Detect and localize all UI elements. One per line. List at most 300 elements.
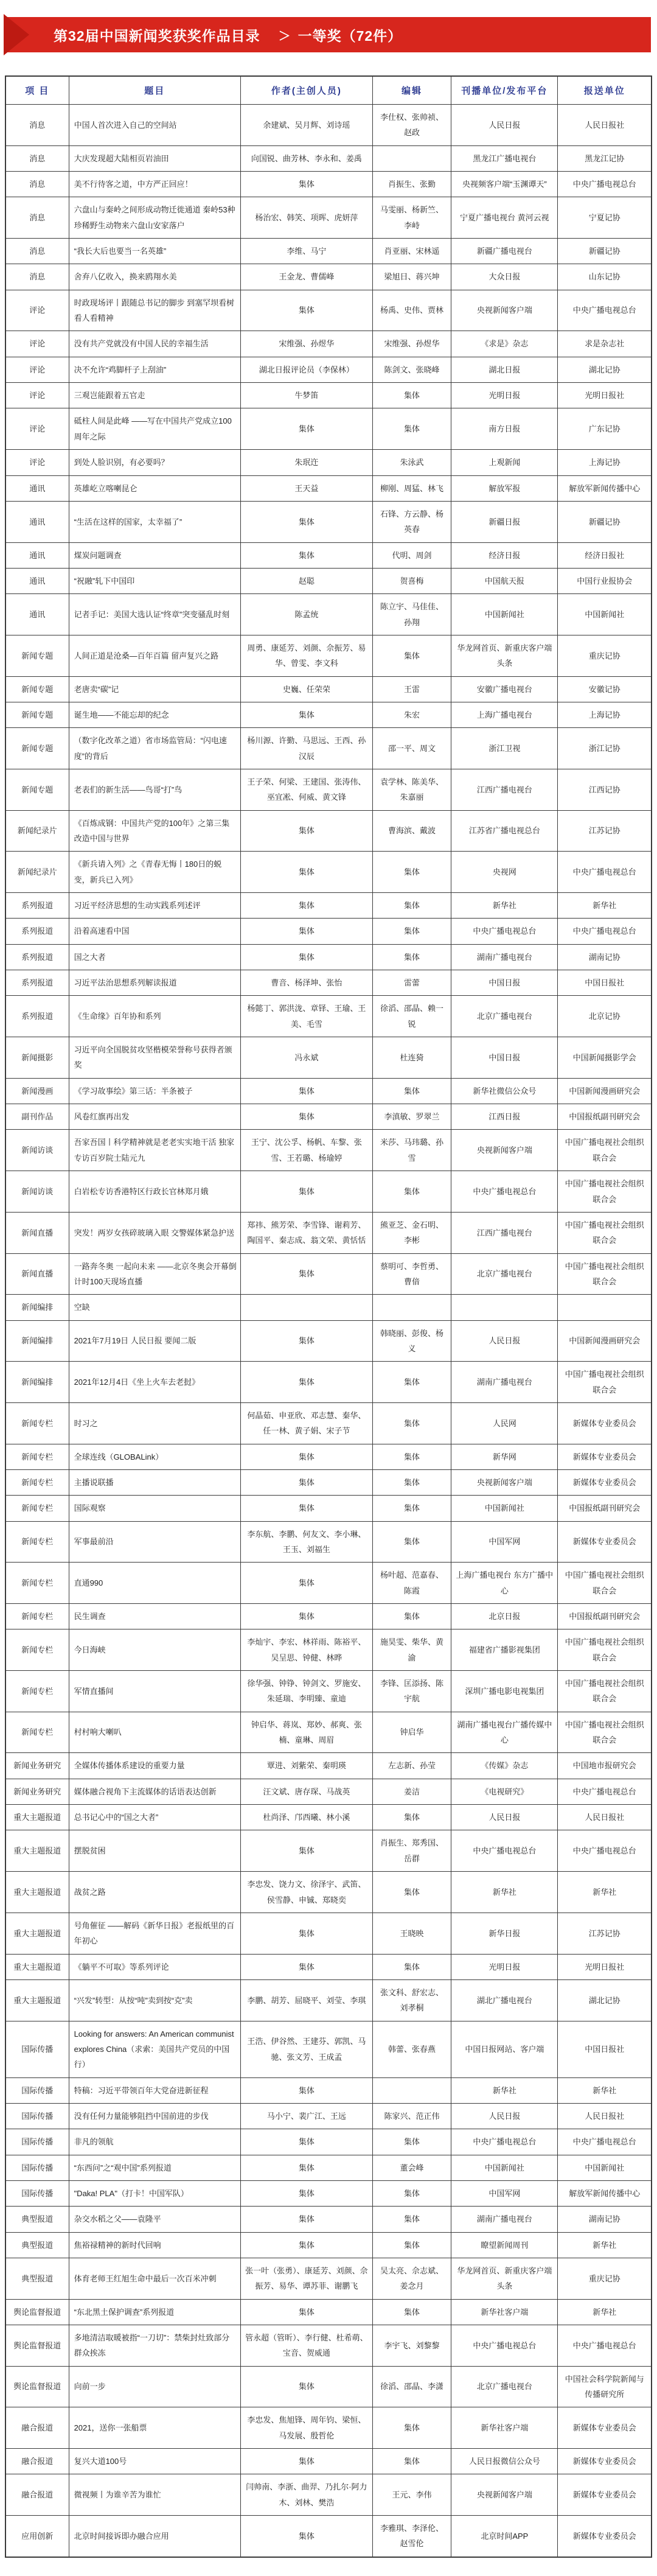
table-row bbox=[5, 728, 652, 769]
title-cell: 美不行待客之道，中方严正回应！ bbox=[69, 172, 240, 197]
submitter-cell: 上海记协 bbox=[558, 450, 652, 475]
editors-cell: 熊亚芝、金石明、李彬 bbox=[372, 1212, 451, 1253]
category-cell: 消息 bbox=[5, 197, 69, 239]
category-cell: 重大主题报道 bbox=[5, 1805, 69, 1830]
category-cell: 新闻漫画 bbox=[5, 1078, 69, 1104]
submitter-cell: 新媒体专业委员会 bbox=[558, 2474, 652, 2516]
authors-cell: 王天益 bbox=[241, 475, 373, 501]
authors-cell: 何晶茹、申亚欣、邓志慧、秦华、任一林、黄子娟、宋子节 bbox=[241, 1402, 373, 1444]
editors-cell: 集体 bbox=[372, 1872, 451, 1913]
platform-cell: 湖南广播电视台 bbox=[451, 2207, 558, 2232]
title-cell: 决不允许“鸡脚杆子上刮油” bbox=[69, 357, 240, 382]
platform-cell bbox=[451, 1295, 558, 1320]
editors-cell: 集体 bbox=[372, 1805, 451, 1830]
platform-cell: 华龙网首页、新重庆客户端头条 bbox=[451, 2258, 558, 2300]
table-row bbox=[5, 290, 652, 331]
title-cell: 国际观察 bbox=[69, 1496, 240, 1521]
authors-cell: 集体 bbox=[241, 2129, 373, 2155]
column-header: 项 目 bbox=[5, 76, 69, 105]
table-row bbox=[5, 2299, 652, 2325]
authors-cell: 闫帅南、李浙、曲羿、乃扎尔·阿力木、刘林、樊浩 bbox=[241, 2474, 373, 2516]
authors-cell: 集体 bbox=[241, 1604, 373, 1629]
title-cell: 2021年12月4日《坐上火车去老挝》 bbox=[69, 1362, 240, 1403]
table-row bbox=[5, 383, 652, 408]
submitter-cell: 宁夏记协 bbox=[558, 197, 652, 239]
authors-cell: 陈孟统 bbox=[241, 594, 373, 635]
title-cell: 特稿：习近平带领百年大党奋进新征程 bbox=[69, 2077, 240, 2103]
platform-cell: 央视频客户端“玉渊谭天” bbox=[451, 172, 558, 197]
editors-cell: 王雷 bbox=[372, 676, 451, 702]
submitter-cell: 中国日报社 bbox=[558, 2021, 652, 2077]
authors-cell: 余建斌、吴月辉、刘诗瑶 bbox=[241, 105, 373, 146]
table-row bbox=[5, 1362, 652, 1403]
submitter-cell bbox=[558, 1295, 652, 1320]
platform-cell: 中国日报 bbox=[451, 1037, 558, 1079]
table-row bbox=[5, 1671, 652, 1712]
submitter-cell: 中国报纸副刊研究会 bbox=[558, 1496, 652, 1521]
column-header: 作者(主创人员) bbox=[241, 76, 373, 105]
submitter-cell: 上海记协 bbox=[558, 702, 652, 727]
banner-separator: ＞ bbox=[278, 29, 291, 43]
platform-cell: 北京广播电视台 bbox=[451, 2366, 558, 2407]
category-cell: 新闻编排 bbox=[5, 1362, 69, 1403]
authors-cell: 集体 bbox=[241, 2155, 373, 2180]
authors-cell: 马小宁、裴广江、王远 bbox=[241, 2103, 373, 2129]
category-cell: 舆论监督报道 bbox=[5, 2366, 69, 2407]
category-cell: 新闻编排 bbox=[5, 1320, 69, 1362]
authors-cell: 集体 bbox=[241, 290, 373, 331]
title-cell: 诞生地——不能忘却的纪念 bbox=[69, 702, 240, 727]
category-cell: 新闻专题 bbox=[5, 635, 69, 676]
table-row bbox=[5, 1779, 652, 1804]
platform-cell: 中国军网 bbox=[451, 2180, 558, 2206]
editors-cell bbox=[372, 2077, 451, 2103]
category-cell: 重大主题报道 bbox=[5, 1954, 69, 1979]
table-header-row bbox=[5, 76, 652, 105]
title-cell: “东北黑土保护调查”系列报道 bbox=[69, 2299, 240, 2325]
category-cell: 消息 bbox=[5, 172, 69, 197]
editors-cell: 徐滔、邵晶、李潇 bbox=[372, 2366, 451, 2407]
table-row bbox=[5, 264, 652, 290]
title-cell: （数字化改革之道）省市场监管局：“闪电速度”的背后 bbox=[69, 728, 240, 769]
editors-cell: 集体 bbox=[372, 2449, 451, 2474]
category-cell: 系列报道 bbox=[5, 996, 69, 1037]
editors-cell: 钟启华 bbox=[372, 1712, 451, 1753]
editors-cell: 集体 bbox=[372, 2299, 451, 2325]
platform-cell: 新疆日报 bbox=[451, 501, 558, 542]
title-cell: 到处人脸识别，有必要吗？ bbox=[69, 450, 240, 475]
platform-cell: 江西广播电视台 bbox=[451, 769, 558, 810]
platform-cell: 新疆广播电视台 bbox=[451, 239, 558, 264]
editors-cell: 集体 bbox=[372, 1171, 451, 1213]
platform-cell: 央视新闻客户端 bbox=[451, 1469, 558, 1495]
title-cell: 白岩松专访香港特区行政长官林郑月娥 bbox=[69, 1171, 240, 1213]
table-row bbox=[5, 702, 652, 727]
table-row bbox=[5, 1753, 652, 1779]
table-row bbox=[5, 594, 652, 635]
platform-cell: 北京时间APP bbox=[451, 2516, 558, 2557]
submitter-cell: 中国广播电视社会组织联合会 bbox=[558, 1212, 652, 1253]
authors-cell: 集体 bbox=[241, 172, 373, 197]
title-cell: 中国人首次进入自己的空间站 bbox=[69, 105, 240, 146]
editors-cell: 曹海滨、戴波 bbox=[372, 810, 451, 852]
title-cell: 复兴大道100号 bbox=[69, 2449, 240, 2474]
table-row bbox=[5, 1469, 652, 1495]
submitter-cell: 新媒体专业委员会 bbox=[558, 2449, 652, 2474]
platform-cell: 光明日报 bbox=[451, 1954, 558, 1979]
submitter-cell: 中国广播电视社会组织联合会 bbox=[558, 1253, 652, 1295]
title-cell: 主播说联播 bbox=[69, 1469, 240, 1495]
category-cell: 新闻专栏 bbox=[5, 1496, 69, 1521]
authors-cell: 集体 bbox=[241, 1444, 373, 1469]
platform-cell: 中国航天报 bbox=[451, 568, 558, 593]
title-cell: 2021年7月19日 人民日报 要闻二版 bbox=[69, 1320, 240, 1362]
category-cell: 重大主题报道 bbox=[5, 1872, 69, 1913]
authors-cell: 湖北日报评论员（李保林） bbox=[241, 357, 373, 382]
authors-cell: 郑祎、熊芳荣、李雪锋、谢莉芳、陶国平、秦志成、翁文荣、黄恬恬 bbox=[241, 1212, 373, 1253]
table-row bbox=[5, 2129, 652, 2155]
authors-cell: 汪文斌、唐存琛、马战英 bbox=[241, 1779, 373, 1804]
submitter-cell: 经济日报社 bbox=[558, 542, 652, 568]
category-cell: 新闻专栏 bbox=[5, 1604, 69, 1629]
title-cell: 三观岂能跟着五官走 bbox=[69, 383, 240, 408]
editors-cell: 集体 bbox=[372, 1604, 451, 1629]
platform-cell: 上海广播电视台 东方广播中心 bbox=[451, 1563, 558, 1604]
authors-cell: 集体 bbox=[241, 2516, 373, 2557]
editors-cell: 集体 bbox=[372, 1954, 451, 1979]
platform-cell: 中央广播电视总台 bbox=[451, 2325, 558, 2367]
editors-cell: 吴太亮、佘志斌、姜念月 bbox=[372, 2258, 451, 2300]
submitter-cell: 北京记协 bbox=[558, 996, 652, 1037]
category-cell: 系列报道 bbox=[5, 893, 69, 919]
editors-cell: 朱宏 bbox=[372, 702, 451, 727]
platform-cell: 新华社 bbox=[451, 1872, 558, 1913]
category-cell: 融合报道 bbox=[5, 2474, 69, 2516]
editors-cell: 集体 bbox=[372, 1521, 451, 1563]
authors-cell: 张一叶（张勇）、康延芳、刘颜、佘振芳、易华、谭苏菲、谢鹏飞 bbox=[241, 2258, 373, 2300]
editors-cell: 陈家兴、范正伟 bbox=[372, 2103, 451, 2129]
authors-cell: 王子荣、何梁、王建国、张涛伟、巫宜凇、何威、黄文锋 bbox=[241, 769, 373, 810]
submitter-cell: 中国日报社 bbox=[558, 970, 652, 996]
title-cell: “生活在这样的国家，太幸福了” bbox=[69, 501, 240, 542]
authors-cell: 李鹏、胡芳、屈晓平、刘莹、李琪 bbox=[241, 1979, 373, 2021]
authors-cell: 集体 bbox=[241, 810, 373, 852]
category-cell: 通讯 bbox=[5, 501, 69, 542]
editors-cell: 张文科、舒宏志、刘孝桐 bbox=[372, 1979, 451, 2021]
table-row bbox=[5, 2103, 652, 2129]
table-row bbox=[5, 1913, 652, 1954]
table-row bbox=[5, 970, 652, 996]
table-row bbox=[5, 2325, 652, 2367]
title-cell: 向前一步 bbox=[69, 2366, 240, 2407]
platform-cell: 浙江卫视 bbox=[451, 728, 558, 769]
title-cell: 2021，送你一张船票 bbox=[69, 2407, 240, 2449]
editors-cell: 雷蕾 bbox=[372, 970, 451, 996]
platform-cell: 新华网 bbox=[451, 1444, 558, 1469]
title-cell: 战贫之路 bbox=[69, 1872, 240, 1913]
table-row bbox=[5, 2180, 652, 2206]
category-cell: 新闻摄影 bbox=[5, 1037, 69, 1079]
title-cell: 《学习故事绘》第三话：半条被子 bbox=[69, 1078, 240, 1104]
platform-cell: 湖南广播电视台广播传媒中心 bbox=[451, 1712, 558, 1753]
submitter-cell: 中国新闻漫画研究会 bbox=[558, 1320, 652, 1362]
authors-cell: 覃进、刘紫荣、秦明瑛 bbox=[241, 1753, 373, 1779]
editors-cell: 集体 bbox=[372, 383, 451, 408]
category-cell: 消息 bbox=[5, 239, 69, 264]
platform-cell: 中国军网 bbox=[451, 1521, 558, 1563]
submitter-cell: 中国广播电视社会组织联合会 bbox=[558, 1130, 652, 1171]
submitter-cell: 新华社 bbox=[558, 2077, 652, 2103]
submitter-cell: 中央广播电视总台 bbox=[558, 1830, 652, 1872]
submitter-cell: 重庆记协 bbox=[558, 635, 652, 676]
category-cell: 通讯 bbox=[5, 594, 69, 635]
authors-cell: 集体 bbox=[241, 2232, 373, 2258]
category-cell: 系列报道 bbox=[5, 919, 69, 944]
banner-subtitle: 一等奖（72件） bbox=[297, 27, 403, 44]
submitter-cell: 湖北记协 bbox=[558, 357, 652, 382]
title-cell: 村村响大喇叭 bbox=[69, 1712, 240, 1753]
authors-cell: 史巍、任荣荣 bbox=[241, 676, 373, 702]
title-cell: 煤炭问题调查 bbox=[69, 542, 240, 568]
table-row bbox=[5, 919, 652, 944]
platform-cell: 江西日报 bbox=[451, 1104, 558, 1130]
category-cell: 新闻专题 bbox=[5, 702, 69, 727]
editors-cell: 米莎、马玮璐、孙雪 bbox=[372, 1130, 451, 1171]
submitter-cell: 解放军新闻传播中心 bbox=[558, 2180, 652, 2206]
table-row bbox=[5, 105, 652, 146]
table-row bbox=[5, 1563, 652, 1604]
submitter-cell: 中国广播电视社会组织联合会 bbox=[558, 1671, 652, 1712]
platform-cell: 上海广播电视台 bbox=[451, 702, 558, 727]
table-row bbox=[5, 1320, 652, 1362]
category-cell: 新闻纪录片 bbox=[5, 810, 69, 852]
submitter-cell: 新媒体专业委员会 bbox=[558, 1402, 652, 1444]
category-cell: 新闻专题 bbox=[5, 728, 69, 769]
table-row bbox=[5, 475, 652, 501]
submitter-cell: 山东记协 bbox=[558, 264, 652, 290]
category-cell: 国际传播 bbox=[5, 2180, 69, 2206]
submitter-cell: 中国新闻社 bbox=[558, 594, 652, 635]
category-cell: 新闻直播 bbox=[5, 1253, 69, 1295]
table-row bbox=[5, 1078, 652, 1104]
submitter-cell: 中央广播电视总台 bbox=[558, 2129, 652, 2155]
table-row bbox=[5, 1604, 652, 1629]
authors-cell: 集体 bbox=[241, 1496, 373, 1521]
authors-cell: 集体 bbox=[241, 1469, 373, 1495]
title-cell: 老表们的新生活——鸟哥“打”鸟 bbox=[69, 769, 240, 810]
table-row bbox=[5, 1805, 652, 1830]
submitter-cell: 新媒体专业委员会 bbox=[558, 1444, 652, 1469]
submitter-cell: 求是杂志社 bbox=[558, 331, 652, 357]
submitter-cell: 湖南记协 bbox=[558, 944, 652, 970]
editors-cell: 邵一平、周文 bbox=[372, 728, 451, 769]
table-row bbox=[5, 1295, 652, 1320]
submitter-cell: 新华社 bbox=[558, 893, 652, 919]
platform-cell: 北京广播电视台 bbox=[451, 1253, 558, 1295]
submitter-cell: 中国报纸副刊研究会 bbox=[558, 1604, 652, 1629]
submitter-cell: 中央广播电视总台 bbox=[558, 852, 652, 893]
platform-cell: 新华社 bbox=[451, 893, 558, 919]
category-cell: 重大主题报道 bbox=[5, 1830, 69, 1872]
table-row bbox=[5, 944, 652, 970]
editors-cell: 集体 bbox=[372, 852, 451, 893]
submitter-cell: 新华社 bbox=[558, 1872, 652, 1913]
column-header: 编辑 bbox=[372, 76, 451, 105]
title-cell: 总书记心中的“国之大者” bbox=[69, 1805, 240, 1830]
editors-cell: 李宇飞、刘黎黎 bbox=[372, 2325, 451, 2367]
submitter-cell: 中国广播电视社会组织联合会 bbox=[558, 1362, 652, 1403]
platform-cell: 《电视研究》 bbox=[451, 1779, 558, 1804]
authors-cell: 赵聪 bbox=[241, 568, 373, 593]
table-row bbox=[5, 1521, 652, 1563]
platform-cell: 北京广播电视台 bbox=[451, 996, 558, 1037]
editors-cell: 杨叶超、范嘉春、陈霞 bbox=[372, 1563, 451, 1604]
authors-cell: 集体 bbox=[241, 542, 373, 568]
table-row bbox=[5, 676, 652, 702]
editors-cell: 韩蕾、张春燕 bbox=[372, 2021, 451, 2077]
title-cell: 军事最前沿 bbox=[69, 1521, 240, 1563]
title-cell: 全媒体传播体系建设的重要力量 bbox=[69, 1753, 240, 1779]
editors-cell: 集体 bbox=[372, 919, 451, 944]
submitter-cell: 中央广播电视总台 bbox=[558, 1779, 652, 1804]
table-row bbox=[5, 2155, 652, 2180]
table-row bbox=[5, 568, 652, 593]
submitter-cell: 新媒体专业委员会 bbox=[558, 1469, 652, 1495]
authors-cell: 李灿宇、李宏、林祥雨、陈裕平、吴呈思、钟健、林晔 bbox=[241, 1629, 373, 1671]
platform-cell: 人民日报 bbox=[451, 2103, 558, 2129]
category-cell: 典型报道 bbox=[5, 2207, 69, 2232]
editors-cell: 李滇敏、罗翠兰 bbox=[372, 1104, 451, 1130]
authors-cell: 集体 bbox=[241, 501, 373, 542]
submitter-cell: 浙江记协 bbox=[558, 728, 652, 769]
platform-cell: 新华社客户端 bbox=[451, 2299, 558, 2325]
platform-cell: 湖北广播电视台 bbox=[451, 1979, 558, 2021]
table-row bbox=[5, 239, 652, 264]
platform-cell: 光明日报 bbox=[451, 383, 558, 408]
authors-cell: 杨治宏、韩笑、项晖、虎妍萍 bbox=[241, 197, 373, 239]
platform-cell: 人民网 bbox=[451, 1402, 558, 1444]
category-cell: 国际传播 bbox=[5, 2103, 69, 2129]
authors-cell: 集体 bbox=[241, 2180, 373, 2206]
authors-cell: 朱珉迕 bbox=[241, 450, 373, 475]
authors-cell: 李东航、李鹏、何友文、李小琳、王玉、刘福生 bbox=[241, 1521, 373, 1563]
table-row bbox=[5, 769, 652, 810]
table-row bbox=[5, 197, 652, 239]
authors-cell: 杜尚泽、邝西曦、林小溪 bbox=[241, 1805, 373, 1830]
editors-cell: 肖亚丽、宋林遥 bbox=[372, 239, 451, 264]
platform-cell: 黑龙江广播电视台 bbox=[451, 145, 558, 171]
title-cell: 时习之 bbox=[69, 1402, 240, 1444]
platform-cell: 宁夏广播电视台 黄河云视 bbox=[451, 197, 558, 239]
submitter-cell: 光明日报社 bbox=[558, 1954, 652, 1979]
submitter-cell: 新媒体专业委员会 bbox=[558, 1521, 652, 1563]
editors-cell: 集体 bbox=[372, 408, 451, 450]
editors-cell: 董会峰 bbox=[372, 2155, 451, 2180]
title-cell: 非凡的领航 bbox=[69, 2129, 240, 2155]
title-cell: 老唐卖“碳”记 bbox=[69, 676, 240, 702]
editors-cell: 集体 bbox=[372, 2129, 451, 2155]
editors-cell: 贺喜梅 bbox=[372, 568, 451, 593]
table-row bbox=[5, 357, 652, 382]
authors-cell bbox=[241, 1295, 373, 1320]
authors-cell: 集体 bbox=[241, 944, 373, 970]
category-cell: 舆论监督报道 bbox=[5, 2325, 69, 2367]
category-cell: 评论 bbox=[5, 383, 69, 408]
editors-cell: 石锋、方云静、杨英春 bbox=[372, 501, 451, 542]
table-row bbox=[5, 1496, 652, 1521]
platform-cell: 北京日报 bbox=[451, 1604, 558, 1629]
table-row bbox=[5, 996, 652, 1037]
platform-cell: 解放军报 bbox=[451, 475, 558, 501]
platform-cell: 中国新闻社 bbox=[451, 594, 558, 635]
category-cell: 典型报道 bbox=[5, 2258, 69, 2300]
platform-cell: 《传媒》杂志 bbox=[451, 1753, 558, 1779]
table-row bbox=[5, 1712, 652, 1753]
authors-cell: 集体 bbox=[241, 1563, 373, 1604]
page-banner bbox=[6, 17, 651, 52]
title-cell: 军情直播间 bbox=[69, 1671, 240, 1712]
authors-cell: 向国锐、曲芳林、李永和、姜禹 bbox=[241, 145, 373, 171]
platform-cell: 湖南广播电视台 bbox=[451, 1362, 558, 1403]
category-cell: 新闻专栏 bbox=[5, 1444, 69, 1469]
platform-cell: 人民日报 bbox=[451, 105, 558, 146]
title-cell: 《新兵请入列》之《青春无悔丨180日的蜕变，新兵已入列》 bbox=[69, 852, 240, 893]
title-cell: 国之大者 bbox=[69, 944, 240, 970]
table-row bbox=[5, 1629, 652, 1671]
table-row bbox=[5, 501, 652, 542]
editors-cell: 王晓映 bbox=[372, 1913, 451, 1954]
table-row bbox=[5, 2366, 652, 2407]
authors-cell: 集体 bbox=[241, 2366, 373, 2407]
category-cell: 新闻纪录片 bbox=[5, 852, 69, 893]
submitter-cell: 新媒体专业委员会 bbox=[558, 2407, 652, 2449]
page-title: 第32届中国新闻奖获奖作品目录 bbox=[54, 27, 260, 44]
category-cell: 典型报道 bbox=[5, 2232, 69, 2258]
title-cell: 号角催征 ——解码《新华日报》老报纸里的百年初心 bbox=[69, 1913, 240, 1954]
category-cell: 评论 bbox=[5, 357, 69, 382]
category-cell: 融合报道 bbox=[5, 2449, 69, 2474]
table-row bbox=[5, 145, 652, 171]
submitter-cell: 人民日报社 bbox=[558, 2103, 652, 2129]
platform-cell: 中国新闻社 bbox=[451, 2155, 558, 2180]
platform-cell: 经济日报 bbox=[451, 542, 558, 568]
title-cell: 《生命缘》百年协和系列 bbox=[69, 996, 240, 1037]
title-cell: 摆脱贫困 bbox=[69, 1830, 240, 1872]
title-cell: 记者手记：美国大选认证“终章”突变骚乱时刻 bbox=[69, 594, 240, 635]
category-cell: 国际传播 bbox=[5, 2021, 69, 2077]
editors-cell: 集体 bbox=[372, 1496, 451, 1521]
table-row bbox=[5, 1954, 652, 1979]
authors-cell: 集体 bbox=[241, 1913, 373, 1954]
submitter-cell: 中国广播电视社会组织联合会 bbox=[558, 1171, 652, 1213]
authors-cell: 集体 bbox=[241, 408, 373, 450]
category-cell: 重大主题报道 bbox=[5, 1913, 69, 1954]
table-row bbox=[5, 1104, 652, 1130]
editors-cell: 集体 bbox=[372, 2207, 451, 2232]
editors-cell: 韩晓丽、彭俊、杨义 bbox=[372, 1320, 451, 1362]
title-cell: 人间正道是沧桑—百年百篇 留声复兴之路 bbox=[69, 635, 240, 676]
platform-cell: 深圳广播电影电视集团 bbox=[451, 1671, 558, 1712]
platform-cell: 大众日报 bbox=[451, 264, 558, 290]
platform-cell: 央视新闻客户端 bbox=[451, 290, 558, 331]
platform-cell: 新华日报 bbox=[451, 1913, 558, 1954]
title-cell: 北京时间接诉即办融合应用 bbox=[69, 2516, 240, 2557]
submitter-cell: 人民日报社 bbox=[558, 105, 652, 146]
editors-cell: 集体 bbox=[372, 1469, 451, 1495]
authors-cell: 牛梦笛 bbox=[241, 383, 373, 408]
title-cell: 杂交水稻之父——袁隆平 bbox=[69, 2207, 240, 2232]
title-cell: 吾家吾国丨科学精神就是老老实实地干活 独家专访百岁院士陆元九 bbox=[69, 1130, 240, 1171]
